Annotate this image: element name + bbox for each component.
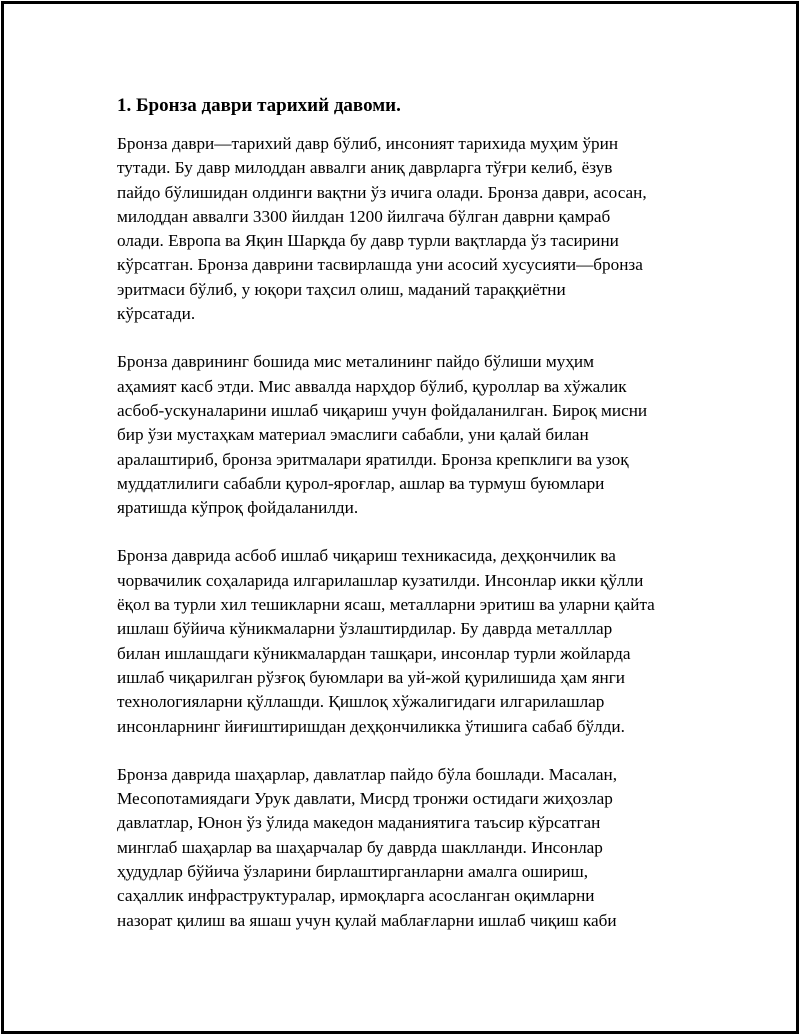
text-line: назорат қилиш ва яшаш учун қулай маблағларни ишлаб чиқиш каби	[117, 910, 617, 930]
text-line: Бронза даврида асбоб ишлаб чиқариш техникасида, деҳқончилик ва	[117, 546, 616, 566]
text-line: тутади. Бу давр милоддан аввалги аниқ даврларга тўғри келиб, ёзув	[117, 158, 613, 178]
text-line: инсонларнинг йиғиштиришдан деҳқончиликка ўтишига сабаб бўлди.	[117, 716, 625, 736]
text-line: Бронза даври—тарихий давр бўлиб, инсоният тарихида муҳим ўрин	[117, 134, 619, 153]
section-heading: 1. Бронза даври тарихий давоми.	[117, 95, 401, 116]
text-line: кўрсатган. Бронза даврини тасвирлашда уни асосий хусусияти—бронза	[117, 255, 643, 275]
text-line: милоддан аввалги 3300 йилдан 1200 йилгача бўлган даврни қамраб	[117, 206, 611, 226]
paragraph-1	[117, 132, 707, 326]
text-line: аралаштириб, бронза эритмалари яратилди. Бронза крепклиги ва узоқ	[117, 449, 629, 469]
text-line: аҳамият касб этди. Мис аввалда нарҳдор бўлиб, қуроллар ва хўжалик	[117, 376, 627, 396]
paragraph-2	[117, 350, 707, 520]
text-line: саҳаллик инфраструктуралар, ирмоқларга асосланган оқимларни	[117, 886, 595, 906]
text-line: ишлаш бўйича кўникмаларни ўзлаштирдилар. Бу даврда металллар	[117, 619, 613, 639]
text-line: пайдо бўлишидан олдинги вақтни ўз ичига олади. Бронза даври, асосан,	[117, 182, 647, 202]
paragraph-3	[117, 544, 707, 738]
text-line: ишлаб чиқарилган рўзғоқ буюмлари ва уй-жой қурилишида ҳам янги	[117, 667, 626, 687]
text-line: яратишда кўпроқ фойдаланилди.	[117, 498, 359, 518]
text-line: Бронза даврида шаҳарлар, давлатлар пайдо бўла бошлади. Масалан,	[117, 764, 618, 784]
text-line: технологияларни қўллашди. Қишлоқ хўжалигидаги илгарилашлар	[117, 692, 605, 712]
text-line: эритмаси бўлиб, у юқори таҳсил олиш, маданий тараққиётни	[117, 279, 566, 299]
text-line: ёқол ва турли хил тешикларни ясаш, металларни эритиш ва уларни қайта	[117, 595, 655, 615]
text-line: чорвачилик соҳаларида илгарилашлар кузатилди. Инсонлар икки қўлли	[117, 570, 644, 590]
text-line: бир ўзи мустаҳкам материал эмаслиги сабабли, уни қалай билан	[117, 425, 589, 445]
text-line: олади. Европа ва Яқин Шарқда бу давр турли вақтларда ўз тасирини	[117, 231, 619, 251]
text-line: давлатлар, Юнон ўз ўлида македон маданиятига таъсир кўрсатган	[117, 813, 601, 833]
text-line: муддатлилиги сабабли қурол-яроғлар, ашлар ва турмуш буюмлари	[117, 473, 605, 493]
paragraph-4	[117, 763, 707, 933]
text-line: ҳудудлар бўйича ўзларини бирлаштирганларни амалга ошириш,	[117, 862, 589, 882]
text-line: минглаб шаҳарлар ва шаҳарчалар бу даврда шаклланди. Инсонлар	[117, 837, 603, 857]
text-line: билан ишлашдаги кўникмалардан ташқари, инсонлар турли жойларда	[117, 643, 631, 663]
text-line: Месопотамиядаги Урук давлати, Мисрд тронжи остидаги жиҳозлар	[117, 789, 613, 809]
text-line: кўрсатади.	[117, 304, 196, 324]
text-line: Бронза даврининг бошида мис металининг пайдо бўлиши муҳим	[117, 352, 594, 372]
text-line: асбоб-ускуналарини ишлаб чиқариш учун фойдаланилган. Бироқ мисни	[117, 400, 648, 420]
document-page	[117, 92, 707, 957]
